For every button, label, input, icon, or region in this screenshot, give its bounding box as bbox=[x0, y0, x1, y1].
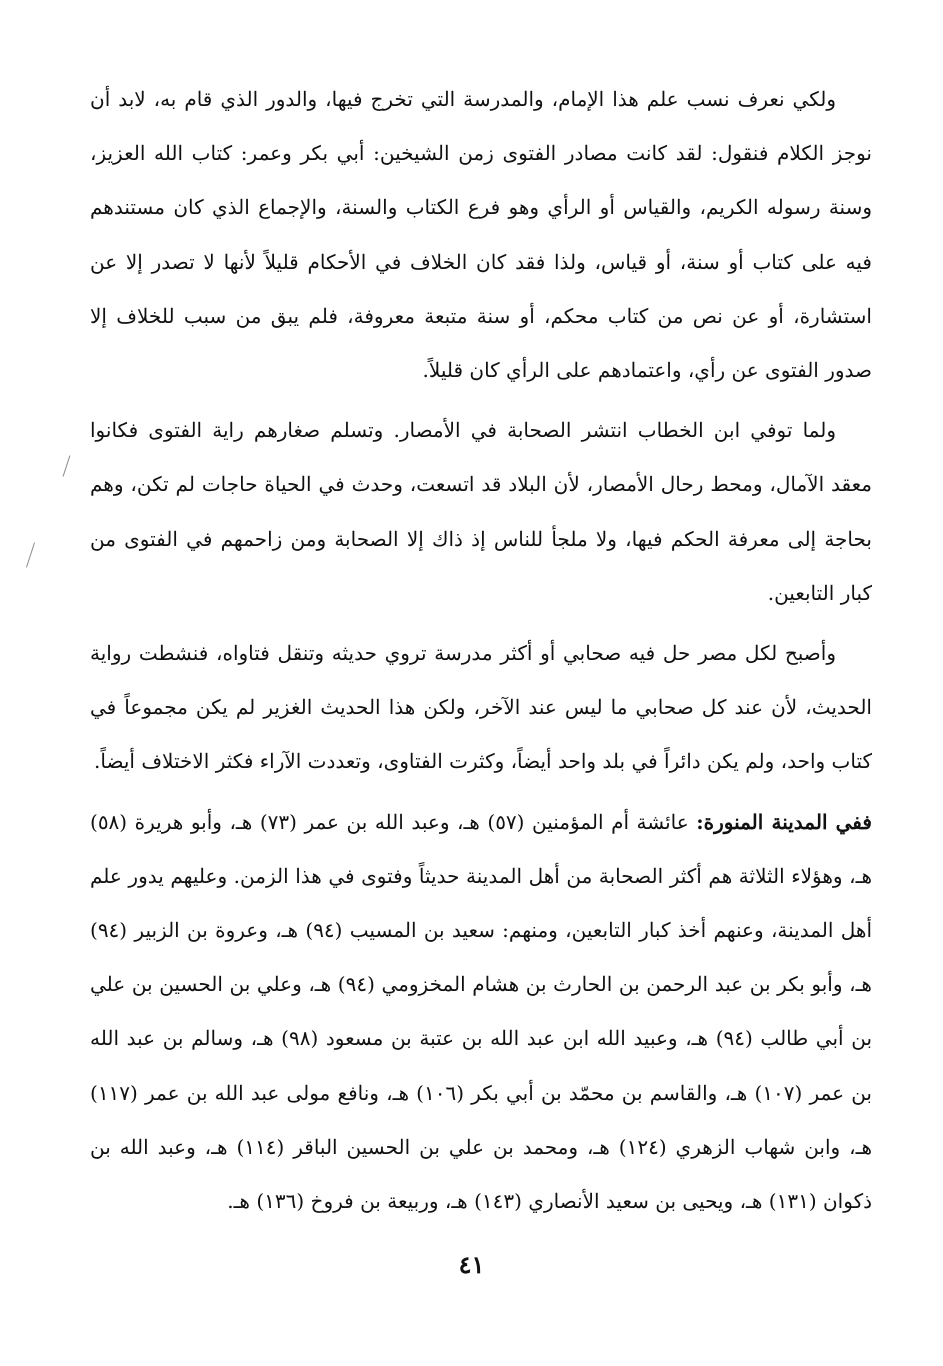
madina-heading: ففي المدينة المنورة: bbox=[696, 809, 872, 834]
paragraph-companions: ولما توفي ابن الخطاب انتشر الصحابة في الأمصار. وتسلم صغارهم راية الفتوى فكانوا معقد الآمال، ومحط رحال الأمصار، لأن البلاد قد اتسعت، وحدث في الحياة حاجات لم تكن، وهم بحاجة إلى معرفة الحكم فيها، ولا ملجأ للناس إذ ذاك إلا الصحابة ومن زاحمهم في الفتوى من كبار التابعين. bbox=[90, 418, 872, 605]
madina-body: عائشة أم المؤمنين (٥٧) هـ، وعبد الله بن عمر (٧٣) هـ، وأبو هريرة (٥٨) هـ، وهؤلاء الثلاثة هم أكثر الصحابة من أهل المدينة حديثاً وفتوى في هذا الزمن. وعليهم يدور علم أهل المدينة، وعنهم أخذ كبار التابعين، ومنهم: سعيد بن المسيب (٩٤) هـ، وعروة بن الزبير (٩٤) هـ، وأبو بكر بن عبد الرحمن بن الحارث بن هشام المخزومي (٩٤) هـ، وعلي بن الحسين بن علي بن أبي طالب (٩٤) هـ، وعبيد الله ابن عبد الله بن عتبة بن مسعود (٩٨) هـ، وسالم بن عبد الله بن عمر (١٠٧) هـ، والقاسم بن محمّد بن أبي بكر (١٠٦) هـ، ونافع مولى عبد الله بن عمر (١١٧) هـ، وابن شهاب الزهري (١٢٤) هـ، ومحمد بن علي بن الحسين الباقر (١١٤) هـ، وعبد الله بن ذكوان (١٣١) هـ، ويحيى بن سعيد الأنصاري (١٤٣) هـ، وربيعة بن فروخ (١٣٦) هـ. bbox=[90, 809, 873, 1214]
paragraph-schools: وأصبح لكل مصر حل فيه صحابي أو أكثر مدرسة تروي حديثه وتنقل فتاواه، فنشطت رواية الحديث، لأن عند كل صحابي ما ليس عند الآخر، ولكن هذا الحديث الغزير لم يكن مجموعاً في كتاب واحد، ولم يكن دائراً في بلد واحد أيضاً، وكثرت الفتاوى، وتعددت الآراء فكثر الاختلاف أيضاً. bbox=[90, 641, 872, 774]
paragraph-intro: ولكي نعرف نسب علم هذا الإمام، والمدرسة التي تخرج فيها، والدور الذي قام به، لابد أن نوجز الكلام فنقول: لقد كانت مصادر الفتوى زمن الشيخين: أبي بكر وعمر: كتاب الله العزيز، وسنة رسوله الكريم، والقياس أو الرأي وهو فرع الكتاب والسنة، والإجماع الذي كان مستندهم فيه على كتاب أو سنة، أو قياس، ولذا فقد كان الخلاف في الأحكام قليلاً لأنها لا تصدر إلا عن استشارة، أو عن نص من كتاب محكم، أو سنة متبعة معروفة، فلم يبق من سبب للخلاف إلا صدور الفتوى عن رأي، واعتمادهم على الرأي كان قليلاً. bbox=[90, 87, 872, 383]
page-number: ٤١ bbox=[458, 1250, 485, 1279]
margin-mark bbox=[26, 542, 35, 567]
margin-mark bbox=[63, 455, 71, 476]
main-text bbox=[90, 72, 872, 1228]
paragraph-madina bbox=[90, 795, 872, 1229]
